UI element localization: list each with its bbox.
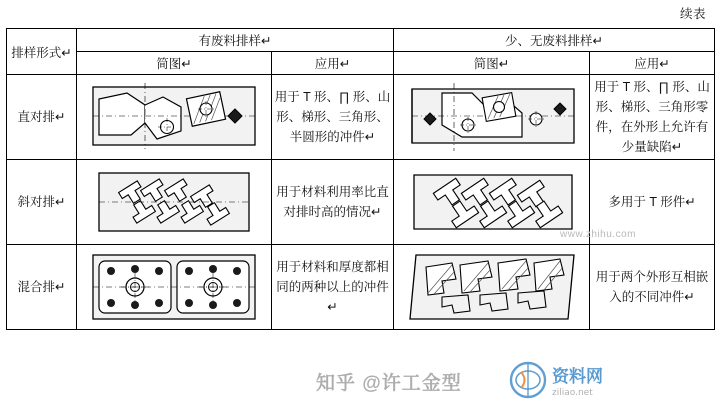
svg-text:资料网: 资料网 <box>552 367 603 387</box>
header-group-lowwaste: 少、无废料排样↵ <box>394 29 715 52</box>
figure-wrapper <box>394 167 589 237</box>
figure-wrapper <box>394 79 589 155</box>
row-application-waste: 用于材料和厚度都相同的两种以上的冲件↵ <box>272 245 394 330</box>
strip-figure <box>85 79 263 155</box>
header-group-waste: 有废料排样↵ <box>77 29 394 52</box>
row-form-label: 混合排↵ <box>7 245 77 330</box>
watermark-url-text: www.zhihu.com <box>560 229 636 240</box>
strip-figure <box>402 79 582 155</box>
watermark-zhihu-text: 知乎 @许工金型 <box>316 373 462 394</box>
header-diagram-waste: 简图↵ <box>77 52 272 75</box>
table-row <box>7 160 715 245</box>
table-header-row-2 <box>7 52 715 75</box>
row-application-lowwaste: 多用于 T 形件↵ <box>590 160 715 245</box>
row-application-waste: 用于材料利用率比直对排时高的情况↵ <box>272 160 394 245</box>
nesting-forms-table <box>6 28 715 330</box>
figure-wrapper <box>394 249 589 325</box>
strip-figure <box>402 249 582 325</box>
figure-wrapper <box>77 167 271 237</box>
watermark-brand-logo <box>494 360 690 400</box>
strip-figure <box>89 167 259 237</box>
row-application-waste: 用于 T 形、∏ 形、山形、梯形、三角形、半圆形的冲件↵ <box>272 75 394 160</box>
figure-wrapper <box>77 249 271 325</box>
straight-opposed-nesting-diagram <box>77 75 272 160</box>
oblique-opposed-nesting-diagram <box>77 160 272 245</box>
mixed-nesting-diagram <box>77 245 272 330</box>
strip-figure <box>85 249 263 325</box>
row-application-lowwaste: 用于两个外形互相嵌入的不同冲件↵ <box>590 245 715 330</box>
table-row <box>7 245 715 330</box>
mixed-lowwaste-diagram <box>394 245 590 330</box>
header-application-waste: 应用↵ <box>272 52 394 75</box>
row-form-label: 斜对排↵ <box>7 160 77 245</box>
row-application-lowwaste: 用于 T 形、∏ 形、山形、梯形、三角形零件，在外形上允许有少量缺陷↵ <box>590 75 715 160</box>
oblique-opposed-lowwaste-diagram <box>394 160 590 245</box>
straight-opposed-lowwaste-diagram <box>394 75 590 160</box>
header-form-column: 排样形式↵ <box>7 29 77 75</box>
continued-table-label: 续表 <box>679 7 706 21</box>
strip-figure <box>402 167 582 237</box>
figure-wrapper <box>77 79 271 155</box>
header-application-lowwaste: 应用↵ <box>590 52 715 75</box>
row-form-label: 直对排↵ <box>7 75 77 160</box>
svg-text:ziliao.net: ziliao.net <box>552 388 593 398</box>
header-diagram-lowwaste: 简图↵ <box>394 52 590 75</box>
table-row <box>7 75 715 160</box>
table-header-row-1 <box>7 29 715 52</box>
